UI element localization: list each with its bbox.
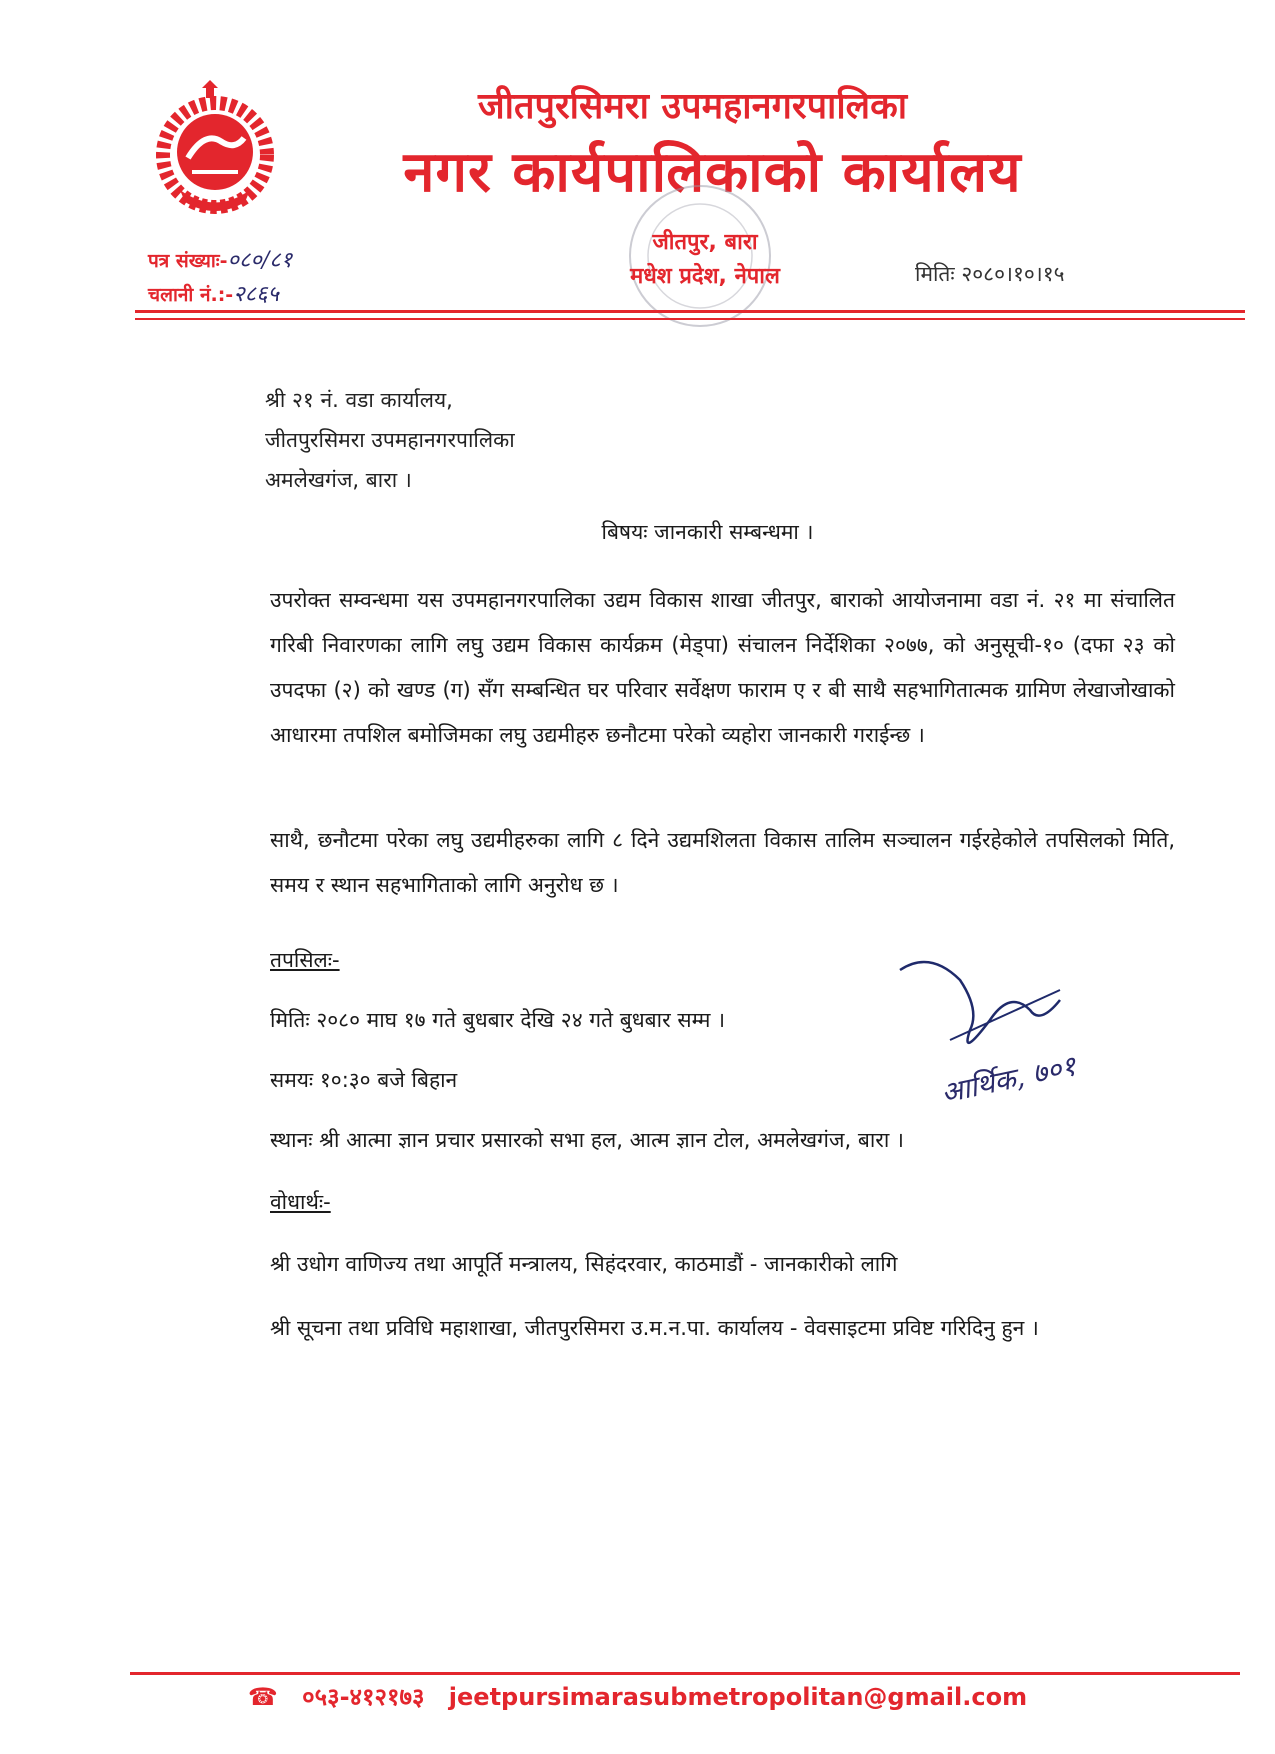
letter-number-value: ०८०/८१ [227, 248, 293, 273]
cc-item-1: श्री उधोग वाणिज्य तथा आपूर्ति मन्त्रालय, सिहंदरवार, काठमाडौं - जानकारीको लागि [270, 1252, 898, 1276]
handwritten-signature [890, 950, 1150, 1130]
cc-heading: वोधार्थः- [270, 1190, 331, 1214]
header-rule-bottom [135, 318, 1245, 320]
dispatch-number-label: चलानी नं.:- [148, 284, 234, 306]
details-time: समयः १०:३० बजे बिहान [270, 1068, 458, 1092]
subject-line: बिषयः जानकारी सम्बन्धमा । [601, 520, 814, 544]
office-location-line1: जीतपुर, बारा [652, 230, 758, 255]
letter-date: मितिः २०८०।१०।१५ [915, 262, 1065, 286]
phone-icon: ☎ [247, 1683, 278, 1711]
recipient-line: अमलेखगंज, बारा । [265, 468, 412, 492]
details-date: मितिः २०८० माघ १७ गते बुधबार देखि २४ गते बुधबार सम्म । [270, 1008, 726, 1032]
footer-email: jeetpursimarasubmetropolitan@gmail.com [448, 1683, 1028, 1711]
recipient-line: श्री २१ नं. वडा कार्यालय, [265, 388, 453, 412]
signature-note: आर्थिक, ७०१ [938, 1049, 1079, 1110]
cc-item-2: श्री सूचना तथा प्रविधि महाशाखा, जीतपुरसिमरा उ.म.न.पा. कार्यालय - वेवसाइटमा प्रविष्ट गरिदिनु हुन । [270, 1316, 1039, 1340]
dispatch-number-value: २८६५ [233, 282, 279, 307]
footer-contact [0, 1680, 1275, 1713]
office-location-line2: मधेश प्रदेश, नेपाल [630, 264, 780, 289]
recipient-address [265, 380, 515, 500]
letter-number-label: पत्र संख्याः- [148, 250, 228, 272]
body-paragraph-1: उपरोक्त सम्वन्धमा यस उपमहानगरपालिका उद्यम विकास शाखा जीतपुर, बाराको आयोजनामा वडा नं. २१ मा संचालित गरिबी निवारणका लागि लघु उद्यम विकास कार्यक्रम (मेड्पा) संचालन निर्देशिका २०७७, को अनुसूची-१० (दफा २३ को उपदफा (२) को खण्ड (ग) सँग सम्बन्धित घर परिवार सर्वेक्षण फाराम ए र बी साथै सहभागितात्मक ग्रामिण लेखाजोखाको आधारमा तपशिल बमोजिमका लघु उद्यमीहरु छनौटमा परेको व्यहोरा जानकारी गराईन्छ । [270, 588, 1175, 747]
details-heading: तपसिलः- [270, 948, 340, 972]
municipality-name: जीतपुरसिमरा उपमहानगरपालिका [477, 86, 908, 127]
dispatch-number [148, 278, 279, 308]
footer-rule [130, 1672, 1240, 1675]
body-paragraph-2: साथै, छनौटमा परेका लघु उद्यमीहरुका लागि ८ दिने उद्यमशिलता विकास तालिम सञ्चालन गईरहेकोले तपसिलको मिति, समय र स्थान सहभागिताको लागि अनुरोध छ । [270, 828, 1175, 897]
office-name: नगर कार्यपालिकाको कार्यालय [403, 140, 1022, 205]
letter-number [148, 244, 292, 274]
office-location [590, 226, 820, 294]
header-rule-top [135, 310, 1245, 313]
footer-phone: ०५३-४१२१७३ [302, 1683, 425, 1711]
details-place: स्थानः श्री आत्मा ज्ञान प्रचार प्रसारको सभा हल, आत्म ज्ञान टोल, अमलेखगंज, बारा । [270, 1128, 904, 1152]
recipient-line: जीतपुरसिमरा उपमहानगरपालिका [265, 428, 515, 452]
